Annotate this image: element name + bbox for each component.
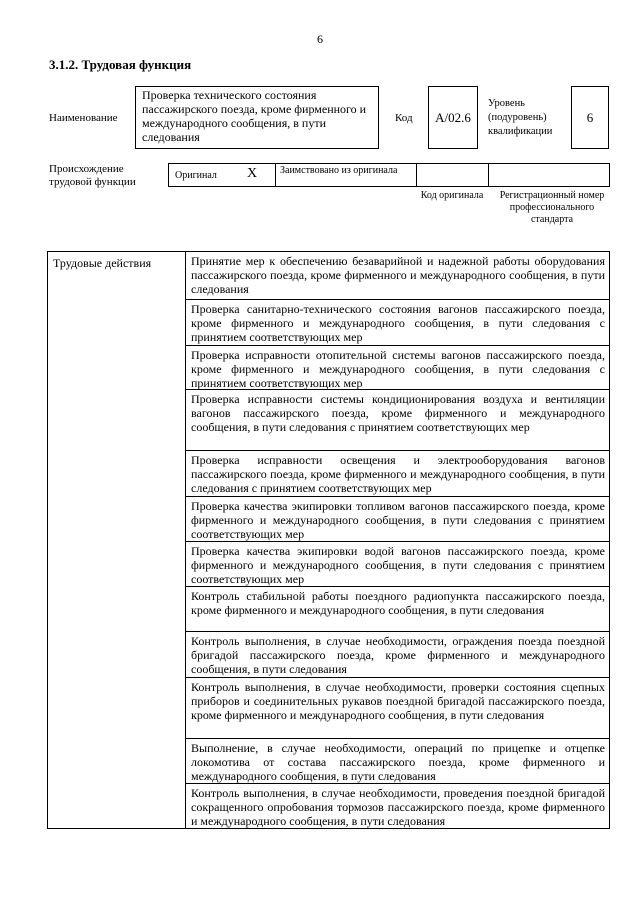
level-label: Уровень (подуровень) квалификации xyxy=(488,98,553,137)
labor-action-item: Проверка исправности системы кондиционирования воздуха и вентиляции вагонов пассажирского поезда, кроме фирменного и международного сообщения, в пути следования с принятием соответствующих мер xyxy=(186,390,609,451)
labor-action-item: Контроль выполнения, в случае необходимости, ограждения поезда поездной бригадой пассажирского поезда, кроме фирменного и международного сообщения, в пути следования xyxy=(186,632,609,678)
original-cell xyxy=(169,164,276,186)
original-mark: X xyxy=(247,166,258,181)
qualification-level-box: 6 xyxy=(571,86,609,149)
labor-action-item: Выполнение, в случае необходимости, операций по прицепке и отцепке локомотива от состава пассажирского поезда, кроме фирменного и международного сообщения, в пути следования xyxy=(186,739,609,784)
origin-label: Происхождение трудовой функции xyxy=(49,163,136,188)
labor-action-item: Контроль стабильной работы поездного радиопункта пассажирского поезда, кроме фирменного и международного сообщения, в пути следования xyxy=(186,587,609,632)
name-label: Наименование xyxy=(49,112,118,124)
borrowed-cell: Заимствовано из оригинала xyxy=(276,164,417,186)
origin-table xyxy=(168,163,610,187)
function-name-box: Проверка технического состояния пассажирского поезда, кроме фирменного и международного сообщения, в пути следования xyxy=(135,86,379,149)
labor-action-item: Принятие мер к обеспечению безаварийной и надежной работы оборудования пассажирского поезда, кроме фирменного и международного сообщения, в пути следования xyxy=(186,252,609,300)
labor-action-item: Проверка исправности отопительной системы вагонов пассажирского поезда, кроме фирменного и международного сообщения, в пути следования с принятием соответствующих мер xyxy=(186,346,609,390)
reg-number-caption: Регистрационный номер профессионального стандарта xyxy=(499,190,605,225)
original-code-caption: Код оригинала xyxy=(420,190,484,201)
labor-action-item: Проверка качества экипировки топливом вагонов пассажирского поезда, кроме фирменного и международного сообщения, в пути следования с принятием соответствующих мер xyxy=(186,497,609,542)
labor-action-item: Проверка исправности освещения и электрооборудования вагонов пассажирского поезда, кроме фирменного и международного сообщения, в пути следования с принятием соответствующих мер xyxy=(186,451,609,497)
labor-action-item: Контроль выполнения, в случае необходимости, проверки состояния сцепных приборов и соединительных рукавов поездной бригадой пассажирского поезда, кроме фирменного и международного сообщения, в пути следования xyxy=(186,678,609,739)
labor-actions-label: Трудовые действия xyxy=(48,252,186,828)
original-code-cell xyxy=(417,164,489,186)
page-number: 6 xyxy=(317,32,323,46)
reg-number-cell xyxy=(489,164,609,186)
labor-action-item: Проверка санитарно-технического состояния вагонов пассажирского поезда, кроме фирменного и международного сообщения, в пути следования с принятием соответствующих мер xyxy=(186,300,609,346)
original-label: Оригинал xyxy=(175,170,217,181)
function-code-box: A/02.6 xyxy=(428,86,478,149)
labor-action-item: Проверка качества экипировки водой вагонов пассажирского поезда, кроме фирменного и международного сообщения, в пути следования с принятием соответствующих мер xyxy=(186,542,609,587)
labor-action-item: Контроль выполнения, в случае необходимости, проведения поездной бригадой сокращенного опробования тормозов пассажирского поезда, кроме фирменного и международного сообщения, в пути следования xyxy=(191,786,605,829)
section-title: 3.1.2. Трудовая функция xyxy=(49,57,192,72)
labor-actions-table xyxy=(47,251,610,829)
code-label: Код xyxy=(395,112,413,124)
